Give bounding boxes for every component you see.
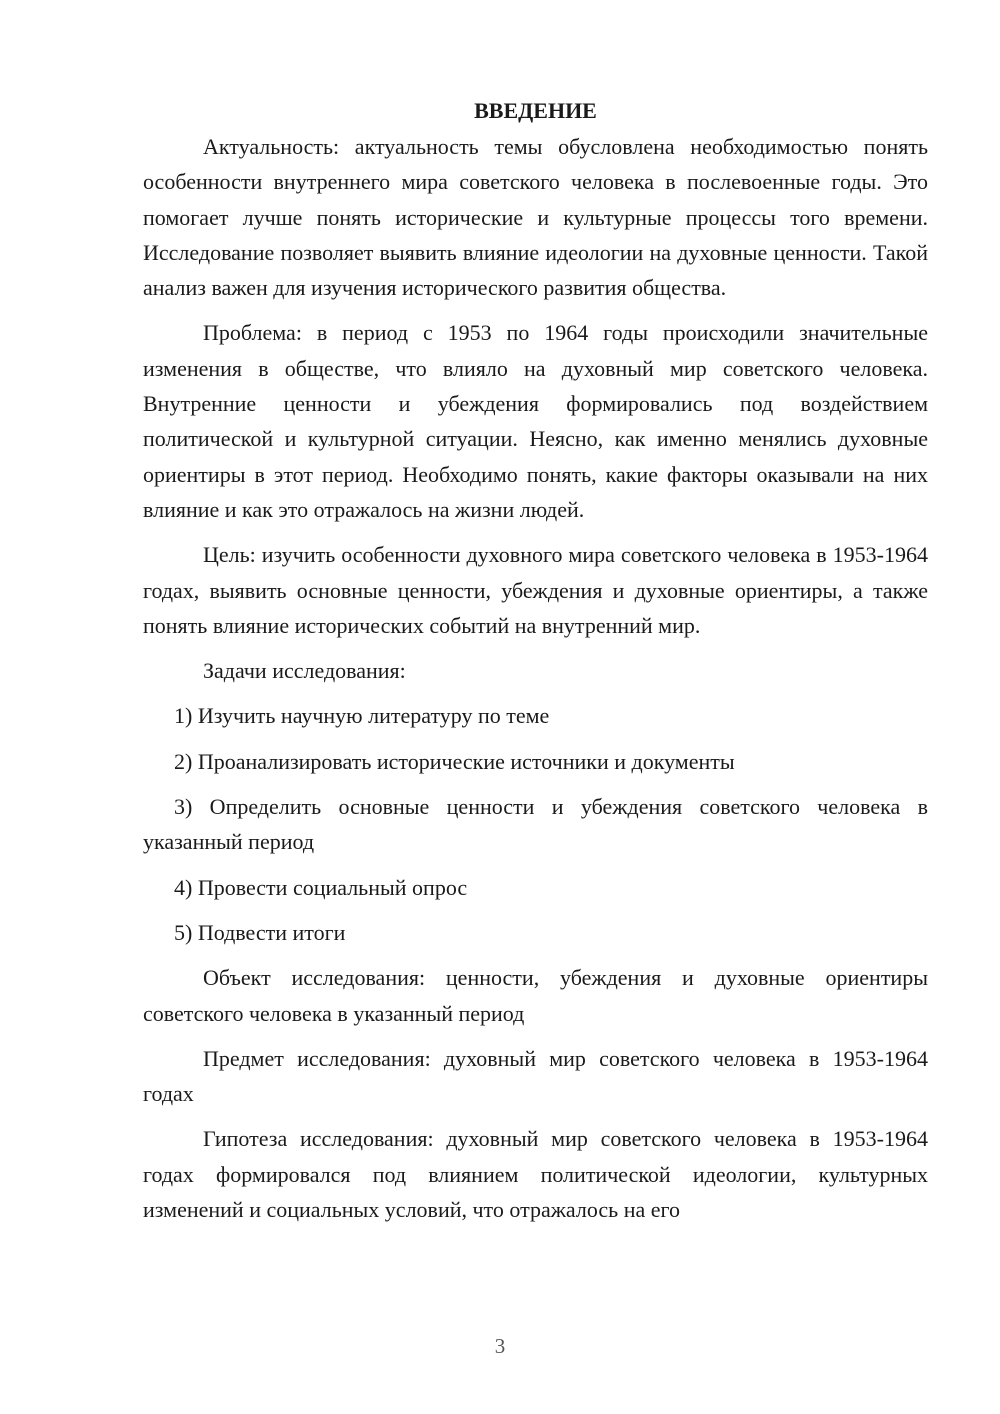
page-number: 3 <box>494 1334 506 1358</box>
object-paragraph: Объект исследования: ценности, убеждения и духовные ориентиры советского человека в указанный период <box>143 965 928 1026</box>
task-item-2: 2) Проанализировать исторические источники и документы <box>174 748 735 774</box>
section-heading: ВВЕДЕНИЕ <box>474 98 597 123</box>
hypothesis-paragraph: Гипотеза исследования: духовный мир советского человека в 1953-1964 годах формировался под влиянием политической идеологии, культурных изменений и социальных условий, что отражалось на его <box>143 1126 928 1223</box>
task-item-4: 4) Провести социальный опрос <box>174 874 468 900</box>
relevance-paragraph: Актуальность: актуальность темы обусловлена необходимостью понять особенности внутреннего мира советского человека в послевоенные годы. Это помогает лучше понять исторические и культурные процессы того времени. Исследование позволяет выявить влияние идеологии на духовные ценности. Такой анализ важен для изучения исторического развития общества. <box>143 134 928 301</box>
tasks-heading: Задачи исследования: <box>203 658 406 684</box>
subject-paragraph: Предмет исследования: духовный мир советского человека в 1953-1964 годах <box>143 1045 928 1107</box>
problem-paragraph: Проблема: в период с 1953 по 1964 годы происходили значительные изменения в обществе, что влияло на духовный мир советского человека. Внутренние ценности и убеждения формировались под воздействием политической и культурной ситуации. Неясно, как именно менялись духовные ориентиры в этот период. Необходимо понять, какие факторы оказывали на них влияние и как это отражалось на жизни людей. <box>143 320 928 522</box>
task-item-3: 3) Определить основные ценности и убеждения советского человека в указанный период <box>143 794 928 855</box>
goal-paragraph: Цель: изучить особенности духовного мира советского человека в 1953-1964 годах, выявить основные ценности, убеждения и духовные ориентиры, а также понять влияние исторических событий на внутренний мир. <box>143 542 928 638</box>
page-content <box>143 93 928 1237</box>
task-item-5: 5) Подвести итоги <box>174 919 346 945</box>
task-item-1: 1) Изучить научную литературу по теме <box>174 703 550 729</box>
